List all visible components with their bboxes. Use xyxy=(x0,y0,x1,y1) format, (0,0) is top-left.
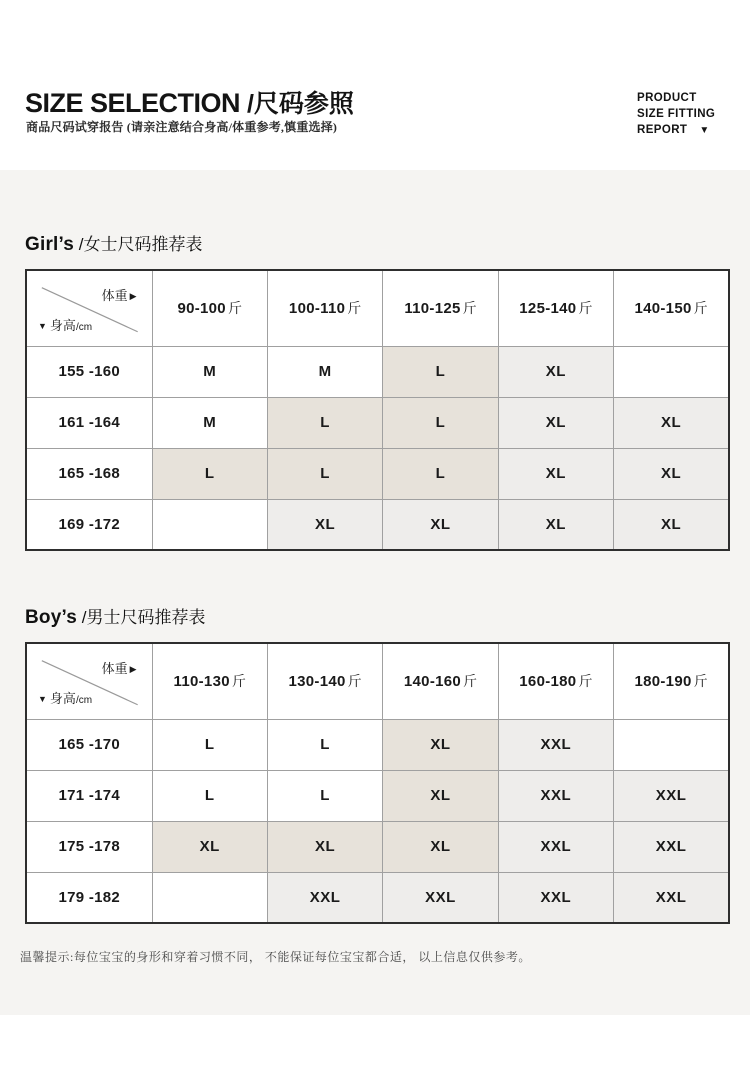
weight-arrow-icon: ▶ xyxy=(129,664,137,674)
weight-unit: 斤 xyxy=(347,673,362,690)
girls-table xyxy=(25,269,730,551)
size-cell: L xyxy=(152,448,267,499)
content-panel xyxy=(0,170,750,1015)
table-row xyxy=(26,821,729,872)
weight-unit: 斤 xyxy=(227,300,242,317)
page-title-en: SIZE SELECTION xyxy=(25,88,241,118)
weight-range: 160-180 xyxy=(519,673,577,691)
height-header-cell: 155 -160 xyxy=(26,346,152,397)
boys-title-cn: /男士尺码推荐表 xyxy=(77,608,206,627)
size-cell: XL xyxy=(152,821,267,872)
diagonal-divider-line xyxy=(27,271,152,346)
weight-header-cell xyxy=(152,270,267,346)
footer-note: 温馨提示:每位宝宝的身形和穿着习惯不同， 不能保证每位宝宝都合适， 以上信息仅供参考。 xyxy=(20,950,531,964)
girls-title-cn: /女士尺码推荐表 xyxy=(74,235,203,254)
weight-header-cell xyxy=(614,643,729,719)
height-unit: /cm xyxy=(75,694,93,706)
table-row xyxy=(26,346,729,397)
size-cell: XXL xyxy=(498,719,613,770)
page-title xyxy=(25,84,354,120)
size-cell: XL xyxy=(267,821,382,872)
weight-range: 90-100 xyxy=(177,300,226,318)
size-cell xyxy=(614,346,729,397)
girls-title-en: Girl’s xyxy=(25,234,75,255)
size-cell: L xyxy=(267,397,382,448)
height-axis-label xyxy=(38,315,92,334)
weight-header-cell xyxy=(498,270,613,346)
weight-range: 110-130 xyxy=(173,673,230,691)
boys-section-title xyxy=(25,603,750,629)
page-header xyxy=(0,0,750,170)
size-cell: XL xyxy=(383,499,498,550)
size-cell: XL xyxy=(498,499,613,550)
size-cell: M xyxy=(152,346,267,397)
table-row xyxy=(26,872,729,923)
corner-header-cell xyxy=(26,643,152,719)
diagonal-divider-line xyxy=(27,644,152,719)
weight-range: 130-140 xyxy=(288,673,346,691)
size-cell: L xyxy=(152,770,267,821)
height-axis-label xyxy=(38,688,92,707)
height-header-cell: 175 -178 xyxy=(26,821,152,872)
weight-unit: 斤 xyxy=(693,673,708,690)
girls-weight-header-row xyxy=(26,270,729,346)
weight-unit: 斤 xyxy=(463,673,478,690)
size-cell: XXL xyxy=(614,821,729,872)
weight-range: 140-160 xyxy=(403,673,462,691)
size-cell: M xyxy=(267,346,382,397)
size-cell: XXL xyxy=(498,872,613,923)
weight-header-cell xyxy=(152,643,267,719)
weight-axis-label xyxy=(102,285,137,304)
size-cell: L xyxy=(383,397,498,448)
weight-label: 体重 xyxy=(101,288,128,303)
table-row xyxy=(26,719,729,770)
weight-arrow-icon: ▶ xyxy=(129,291,137,301)
size-cell: XL xyxy=(498,346,613,397)
size-cell: L xyxy=(267,719,382,770)
size-cell: L xyxy=(383,448,498,499)
size-cell: XXL xyxy=(267,872,382,923)
weight-header-cell xyxy=(383,270,498,346)
weight-unit: 斤 xyxy=(347,300,362,317)
weight-label: 体重 xyxy=(101,661,128,676)
size-cell: XL xyxy=(267,499,382,550)
size-cell: XXL xyxy=(498,770,613,821)
size-cell: XXL xyxy=(614,872,729,923)
height-label: 身高 xyxy=(49,690,76,706)
size-cell xyxy=(152,499,267,550)
weight-range: 125-140 xyxy=(519,300,577,318)
size-cell: L xyxy=(267,770,382,821)
page-subtitle: 商品尺码试穿报告 (请亲注意结合身高/体重参考,慎重选择) xyxy=(26,120,338,134)
height-arrow-icon: ▼ xyxy=(38,320,47,331)
size-cell: XL xyxy=(498,448,613,499)
size-cell: XL xyxy=(498,397,613,448)
weight-header-cell xyxy=(614,270,729,346)
height-header-cell: 161 -164 xyxy=(26,397,152,448)
size-cell: L xyxy=(383,346,498,397)
boys-table xyxy=(25,642,730,924)
size-cell: L xyxy=(152,719,267,770)
report-line-2: SIZE FITTING xyxy=(637,108,716,120)
weight-unit: 斤 xyxy=(462,300,477,317)
size-cell: XL xyxy=(383,821,498,872)
weight-range: 140-150 xyxy=(634,300,692,318)
report-line-3-text: REPORT xyxy=(637,124,688,136)
height-header-cell: 171 -174 xyxy=(26,770,152,821)
weight-header-cell xyxy=(267,643,382,719)
size-cell: XL xyxy=(614,499,729,550)
boys-title-en: Boy’s xyxy=(25,607,78,628)
size-cell: XL xyxy=(614,397,729,448)
weight-unit: 斤 xyxy=(231,673,246,690)
weight-header-cell xyxy=(267,270,382,346)
height-arrow-icon: ▼ xyxy=(38,693,47,704)
height-header-cell: 165 -170 xyxy=(26,719,152,770)
size-cell: XXL xyxy=(383,872,498,923)
table-row xyxy=(26,499,729,550)
weight-header-cell xyxy=(383,643,498,719)
weight-header-cell xyxy=(498,643,613,719)
report-label xyxy=(637,90,729,139)
size-cell xyxy=(614,719,729,770)
table-row xyxy=(26,397,729,448)
boys-size-table xyxy=(0,642,750,924)
table-row xyxy=(26,448,729,499)
weight-unit: 斤 xyxy=(693,300,708,317)
height-unit: /cm xyxy=(75,321,93,333)
height-header-cell: 165 -168 xyxy=(26,448,152,499)
weight-unit: 斤 xyxy=(578,673,593,690)
weight-unit: 斤 xyxy=(578,300,593,317)
girls-section-title xyxy=(25,230,750,256)
page-title-cn: /尺码参照 xyxy=(240,90,354,118)
chevron-down-icon: ▼ xyxy=(699,125,710,136)
boys-weight-header-row xyxy=(26,643,729,719)
size-cell: XXL xyxy=(498,821,613,872)
size-cell: XL xyxy=(383,719,498,770)
weight-range: 110-125 xyxy=(404,300,461,318)
size-cell: XXL xyxy=(614,770,729,821)
height-header-cell: 179 -182 xyxy=(26,872,152,923)
size-cell: XL xyxy=(383,770,498,821)
size-cell: M xyxy=(152,397,267,448)
weight-range: 100-110 xyxy=(288,300,346,318)
table-row xyxy=(26,770,729,821)
report-line-1: PRODUCT xyxy=(637,92,697,104)
weight-range: 180-190 xyxy=(634,673,692,691)
weight-axis-label xyxy=(102,658,137,677)
size-cell xyxy=(152,872,267,923)
corner-header-cell xyxy=(26,270,152,346)
size-cell: XL xyxy=(614,448,729,499)
report-line-3 xyxy=(637,122,729,139)
girls-size-table xyxy=(0,269,750,551)
size-cell: L xyxy=(267,448,382,499)
height-label: 身高 xyxy=(49,317,76,333)
height-header-cell: 169 -172 xyxy=(26,499,152,550)
